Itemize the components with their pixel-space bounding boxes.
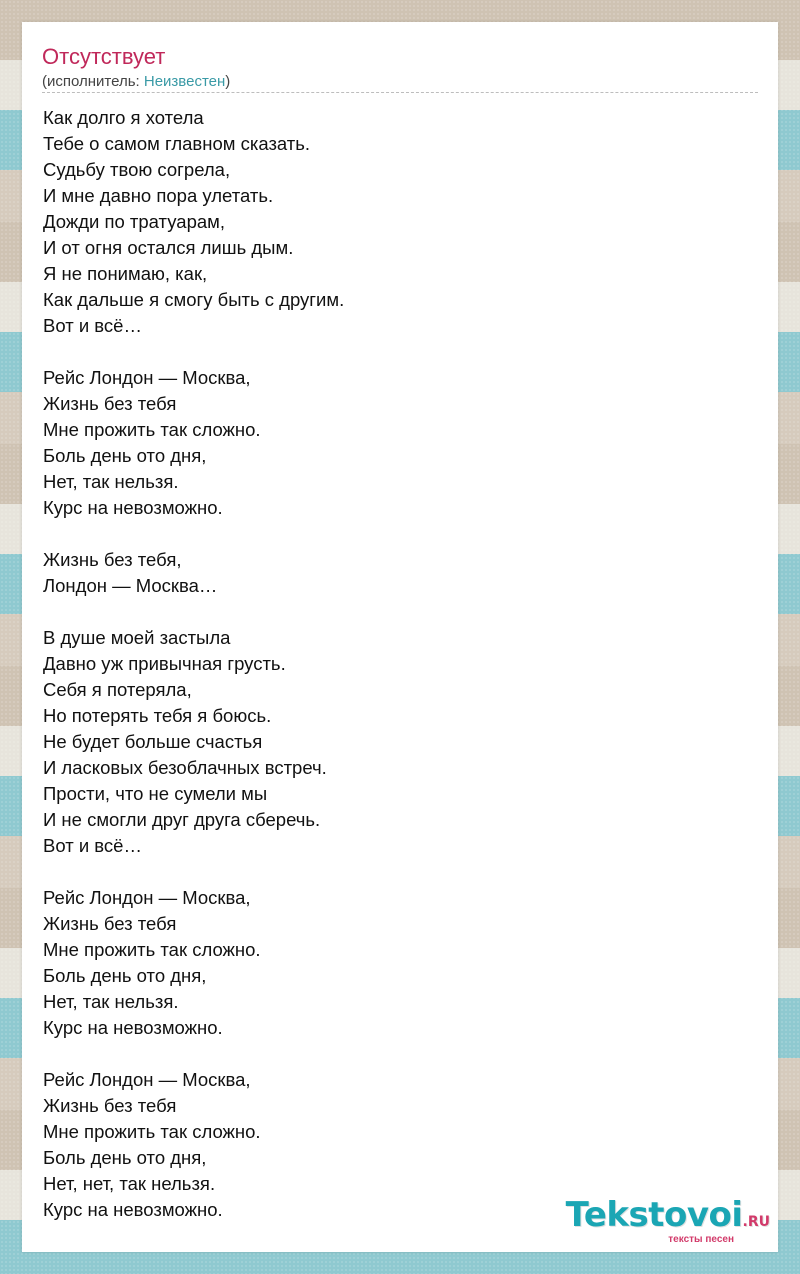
lyric-line: Прости, что не сумели мы (43, 783, 268, 804)
lyric-line: Жизнь без тебя, (43, 549, 182, 570)
lyrics-stanza (43, 885, 344, 1041)
lyric-line: Судьбу твою согрела, (43, 159, 231, 180)
lyric-line: Тебе о самом главном сказать. (43, 133, 311, 154)
artist-link[interactable]: Неизвестен (143, 73, 226, 90)
lyric-line: Нет, так нельзя. (43, 471, 179, 492)
lyric-line: В душе моей застыла (43, 627, 231, 648)
lyric-line: Жизнь без тебя (43, 913, 177, 934)
lyric-line: Боль день ото дня, (43, 445, 207, 466)
lyric-line: Жизнь без тебя (43, 1095, 177, 1116)
lyric-line: Давно уж привычная грусть. (43, 653, 286, 674)
lyric-line: Вот и всё… (43, 835, 142, 856)
site-logo[interactable] (566, 1197, 770, 1246)
lyric-line: Рейс Лондон — Москва, (43, 1069, 251, 1090)
lyric-line: И не смогли друг друга сберечь. (43, 809, 321, 830)
lyric-line: И мне давно пора улетать. (43, 185, 274, 206)
lyric-line: И ласковых безоблачных встреч. (43, 757, 327, 778)
lyric-line: Я не понимаю, как, (43, 263, 208, 284)
lyrics-stanza (43, 547, 344, 599)
artist-line (42, 73, 230, 91)
logo-name: Tekstovoi (565, 1195, 743, 1235)
lyric-line: Как долго я хотела (43, 107, 204, 128)
logo-domain: .RU (742, 1214, 770, 1230)
lyric-line: Курс на невозможно. (43, 497, 223, 518)
lyric-line: Рейс Лондон — Москва, (43, 367, 251, 388)
lyric-line: Дожди по тратуарам, (43, 211, 226, 232)
lyrics-stanza (43, 365, 344, 521)
lyric-line: И от огня остался лишь дым. (43, 237, 294, 258)
lyric-line: Курс на невозможно. (43, 1199, 223, 1220)
lyrics-card (22, 22, 778, 1252)
lyric-line: Как дальше я смогу быть с другим. (43, 289, 345, 310)
header-divider (42, 92, 758, 93)
lyric-line: Жизнь без тебя (43, 393, 177, 414)
lyric-line: Но потерять тебя я боюсь. (43, 705, 272, 726)
lyric-line: Мне прожить так сложно. (43, 939, 261, 960)
lyric-line: Нет, нет, так нельзя. (43, 1173, 216, 1194)
lyric-line: Курс на невозможно. (43, 1017, 223, 1038)
artist-prefix: (исполнитель: (42, 73, 144, 90)
lyrics-stanza (43, 625, 344, 859)
lyric-line: Мне прожить так сложно. (43, 1121, 261, 1142)
lyric-line: Рейс Лондон — Москва, (43, 887, 251, 908)
artist-suffix: ) (225, 73, 231, 90)
lyric-line: Боль день ото дня, (43, 1147, 207, 1168)
lyric-line: Мне прожить так сложно. (43, 419, 261, 440)
lyric-line: Себя я потеряла, (43, 679, 192, 700)
lyric-line: Вот и всё… (43, 315, 142, 336)
lyric-line: Нет, так нельзя. (43, 991, 179, 1012)
lyric-line: Лондон — Москва… (43, 575, 218, 596)
lyrics-stanza (43, 105, 344, 339)
song-title: Отсутствует (42, 44, 166, 69)
logo-tagline: тексты песен (668, 1234, 734, 1245)
lyrics-body (43, 105, 344, 1249)
lyrics-stanza (43, 1067, 344, 1223)
lyric-line: Не будет больше счастья (43, 731, 263, 752)
lyric-line: Боль день ото дня, (43, 965, 207, 986)
